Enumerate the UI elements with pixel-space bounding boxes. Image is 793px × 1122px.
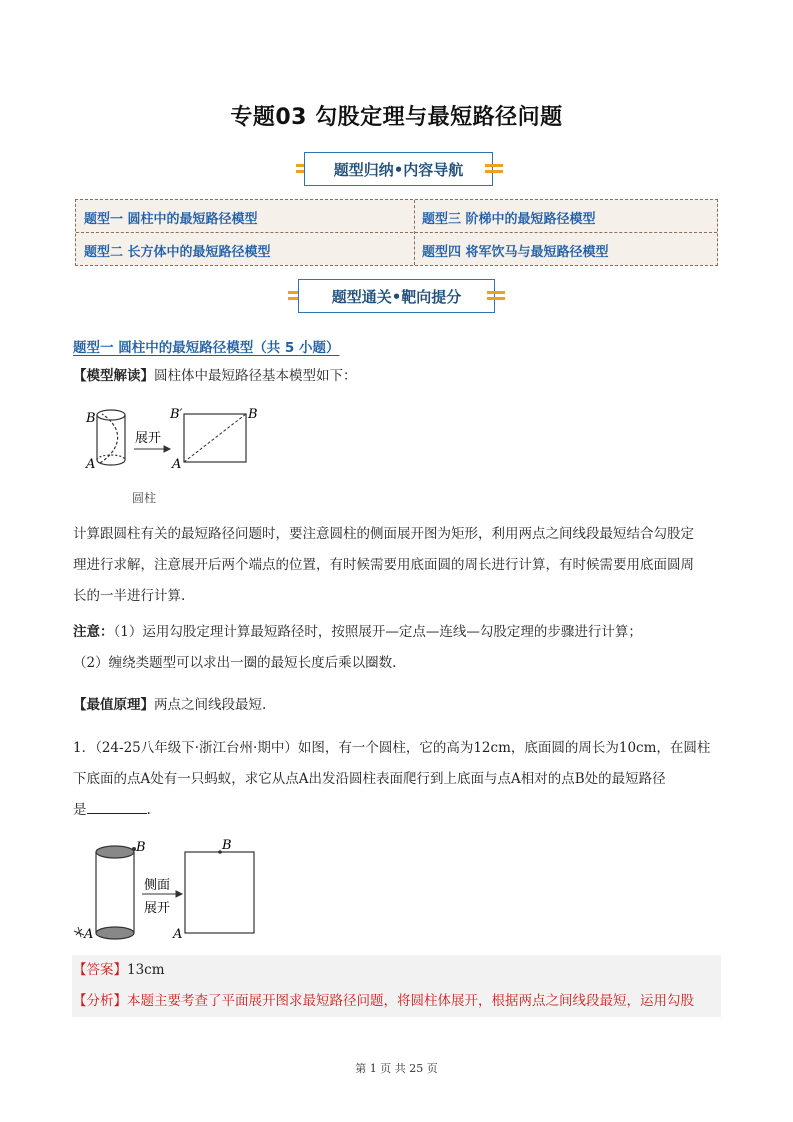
fig1-label-b: B: [86, 411, 96, 426]
principle-line: [73, 690, 723, 721]
fig2-unfold-label: 展开: [144, 901, 171, 916]
explanation-line-1: 计算跟圆柱有关的最短路径问题时，要注意圆柱的侧面展开图为矩形，利用两点之间线段最短结合勾股定: [73, 526, 694, 542]
unfold-arrow-icon: [134, 446, 170, 452]
question-1-figure: [72, 835, 262, 945]
banner-right-deco: [485, 162, 503, 176]
fig2-label-b2: B: [222, 838, 232, 853]
answer-label: 【答案】: [73, 962, 127, 978]
fig1-label-a: A: [86, 457, 96, 472]
page-footer: 第 1 页 共 25 页: [355, 1062, 438, 1075]
nav-item-type3[interactable]: 题型三 阶梯中的最短路径模型: [422, 212, 596, 227]
principle-text: 两点之间线段最短.: [154, 697, 267, 713]
page-title: 专题03 勾股定理与最短路径问题: [230, 105, 563, 130]
nav-item-type2[interactable]: 题型二 长方体中的最短路径模型: [84, 245, 271, 260]
cylinder-with-shading: [96, 846, 134, 939]
banner-right-deco: [487, 289, 505, 303]
explanation-line-3: 长的一半进行计算.: [73, 588, 186, 604]
nav-banner: [296, 152, 501, 186]
nav-banner-label: 题型归纳•内容导航: [304, 152, 493, 186]
fig1-caption: 圆柱: [132, 491, 157, 505]
fig2-label-a2: A: [173, 927, 183, 942]
note-1: （1）运用勾股定理计算最短路径时，按照展开—定点—连线—勾股定理的步骤进行计算；: [113, 624, 642, 640]
unfolded-rectangle: [185, 852, 254, 933]
question-1-line-3: 是: [73, 802, 87, 818]
principle-label: 【最值原理】: [73, 697, 154, 713]
fig1-label-b2: B: [248, 407, 258, 422]
cylinder-shape: [97, 410, 125, 465]
fig2-label-b: B: [136, 840, 146, 855]
fig2-side-label: 侧面: [144, 878, 171, 893]
fig2-label-a: A: [84, 927, 94, 942]
practice-banner: [288, 279, 505, 313]
note-block: [73, 617, 723, 679]
nav-item-type4[interactable]: 题型四 将军饮马与最短路径模型: [422, 245, 609, 260]
analysis-text: 本题主要考查了平面展开图求最短路径问题，将圆柱体展开，根据两点之间线段最短，运用勾股: [127, 993, 694, 1009]
practice-banner-label: 题型通关•靶向提分: [298, 279, 495, 313]
shortest-path-line: [184, 414, 246, 462]
question-1-line-2: 下底面的点A处有一只蚂蚁，求它从点A出发沿圆柱表面爬行到上底面与点A相对的点B处的最短路径: [73, 771, 666, 787]
question-1-line-1: 1．（24-25八年级下·浙江台州·期中）如图，有一个圆柱，它的高为12cm，底面圆的周长为10cm，在圆柱: [73, 740, 711, 756]
nav-divider-horizontal: [76, 232, 717, 233]
cylinder-unfold-figure: [80, 400, 270, 510]
explanation-line-2: 理进行求解，注意展开后两个端点的位置，有时候需要用底面圆的周长进行计算，有时候需要用底面圆周: [73, 557, 694, 573]
ant-icon: [74, 927, 84, 937]
note-label: 注意：: [73, 624, 114, 640]
note-2: （2）缠绕类题型可以求出一圈的最短长度后乘以圈数.: [73, 655, 397, 671]
answer-analysis: [73, 955, 723, 1017]
answer-blank[interactable]: [87, 799, 147, 814]
nav-table: [75, 199, 718, 266]
nav-item-type1[interactable]: 题型一 圆柱中的最短路径模型: [84, 212, 258, 227]
fig1-unfold-label: 展开: [135, 431, 162, 446]
section-heading[interactable]: 题型一 圆柱中的最短路径模型（共 5 小题）: [73, 340, 340, 356]
explanation-paragraph: [73, 519, 723, 612]
model-label: 【模型解读】: [73, 368, 154, 384]
analysis-label: 【分析】: [73, 993, 127, 1009]
question-1: [73, 733, 723, 826]
answer-value: 13cm: [127, 962, 165, 978]
question-1-period: .: [146, 802, 151, 818]
model-line: [73, 361, 723, 392]
model-text: 圆柱体中最短路径基本模型如下：: [154, 368, 357, 384]
fig1-label-b-prime: B′: [170, 407, 183, 422]
fig1-label-a2: A: [172, 457, 182, 472]
